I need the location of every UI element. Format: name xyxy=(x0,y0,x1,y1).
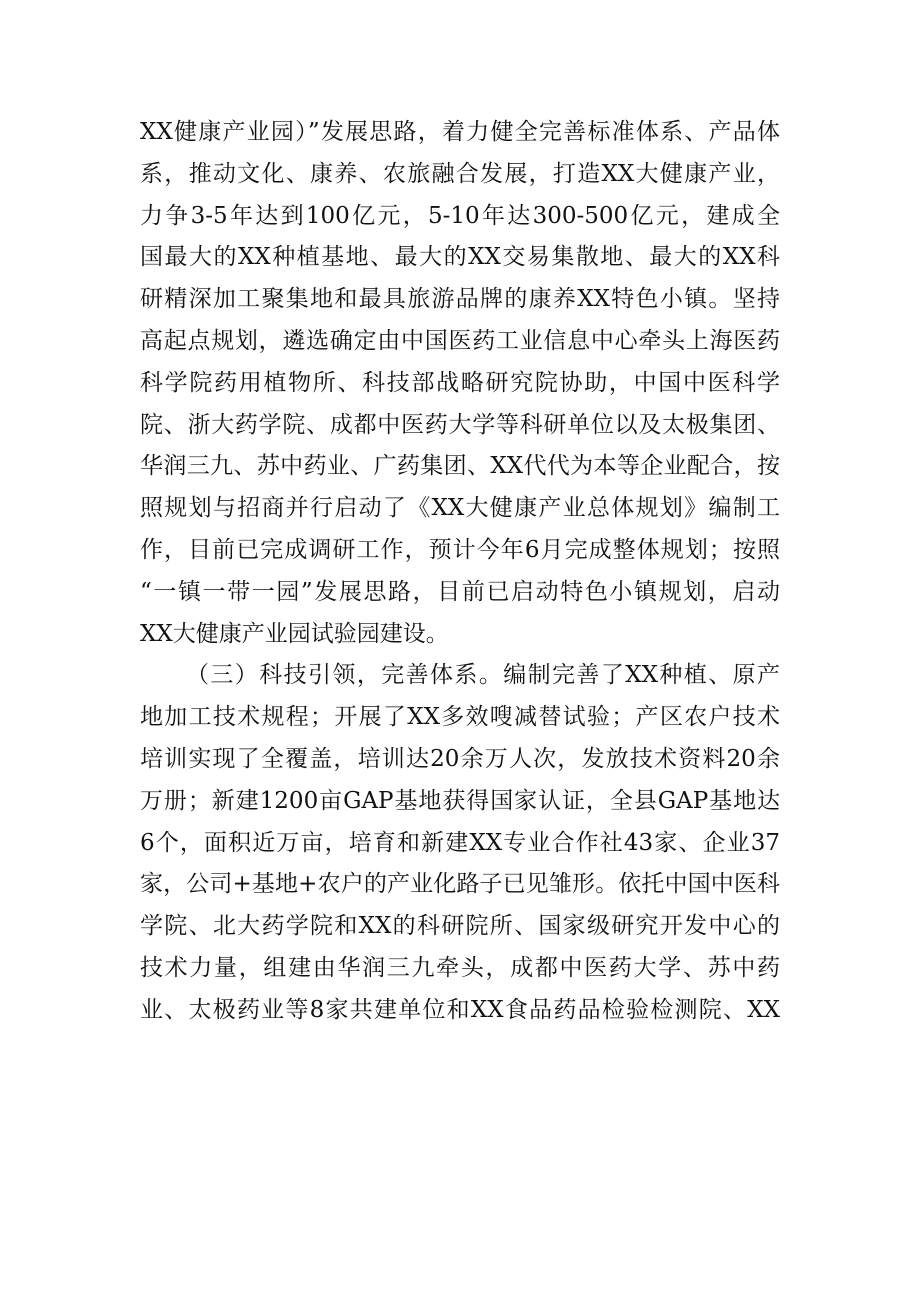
text-line: XX健康产业园）”发展思路，着力健全完善标准体系、产品体 xyxy=(140,119,780,145)
text-line: 学院、北大药学院和XX的科研院所、国家级研究开发中心的 xyxy=(140,913,780,940)
section-heading-line: （三）科技引领，完善体系。编制完善了XX种植、原产 xyxy=(186,662,780,689)
text-line: 6个，面积近万亩，培育和新建XX专业合作社43家、企业37 xyxy=(140,829,780,856)
text-line: 国最大的XX种植基地、最大的XX交易集散地、最大的XX科 xyxy=(140,244,780,271)
text-line: 作，目前已完成调研工作，预计今年6月完成整体规划；按照 xyxy=(140,536,780,563)
text-line: 照规划与招商并行启动了《XX大健康产业总体规划》编制工 xyxy=(140,495,780,522)
text-line: “一镇一带一园”发展思路，目前已启动特色小镇规划，启动 xyxy=(140,578,780,605)
text-line: 研精深加工聚集地和最具旅游品牌的康养XX特色小镇。坚持 xyxy=(140,286,780,313)
text-line: 系，推动文化、康养、农旅融合发展，打造XX大健康产业， xyxy=(140,160,780,187)
text-line: 万册；新建1200亩GAP基地获得国家认证，全县GAP基地达 xyxy=(140,787,780,814)
text-line: 业、太极药业等8家共建单位和XX食品药品检验检测院、XX xyxy=(140,996,780,1023)
text-line: 高起点规划，遴选确定由中国医药工业信息中心牵头上海医药 xyxy=(140,327,780,354)
text-line: 力争3-5年达到100亿元，5-10年达300-500亿元，建成全 xyxy=(140,202,780,229)
text-line: 科学院药用植物所、科技部战略研究院协助，中国中医科学 xyxy=(140,369,780,396)
text-line: 院、浙大药学院、成都中医药大学等科研单位以及太极集团、 xyxy=(140,411,780,438)
body-text xyxy=(140,112,780,1032)
text-line: 培训实现了全覆盖，培训达20余万人次，发放技术资料20余 xyxy=(140,745,780,772)
text-line: 家，公司+基地+农户的产业化路子已见雏形。依托中国中医科 xyxy=(140,871,780,898)
text-line: 华润三九、苏中药业、广药集团、XX代代为本等企业配合，按 xyxy=(140,453,780,480)
text-line: 技术力量，组建由华润三九牵头，成都中医药大学、苏中药 xyxy=(140,954,780,981)
paragraph-end-line: XX大健康产业园试验园建设。 xyxy=(140,620,449,647)
text-line: 地加工技术规程；开展了XX多效嗖减替试验；产区农户技术 xyxy=(140,704,780,731)
